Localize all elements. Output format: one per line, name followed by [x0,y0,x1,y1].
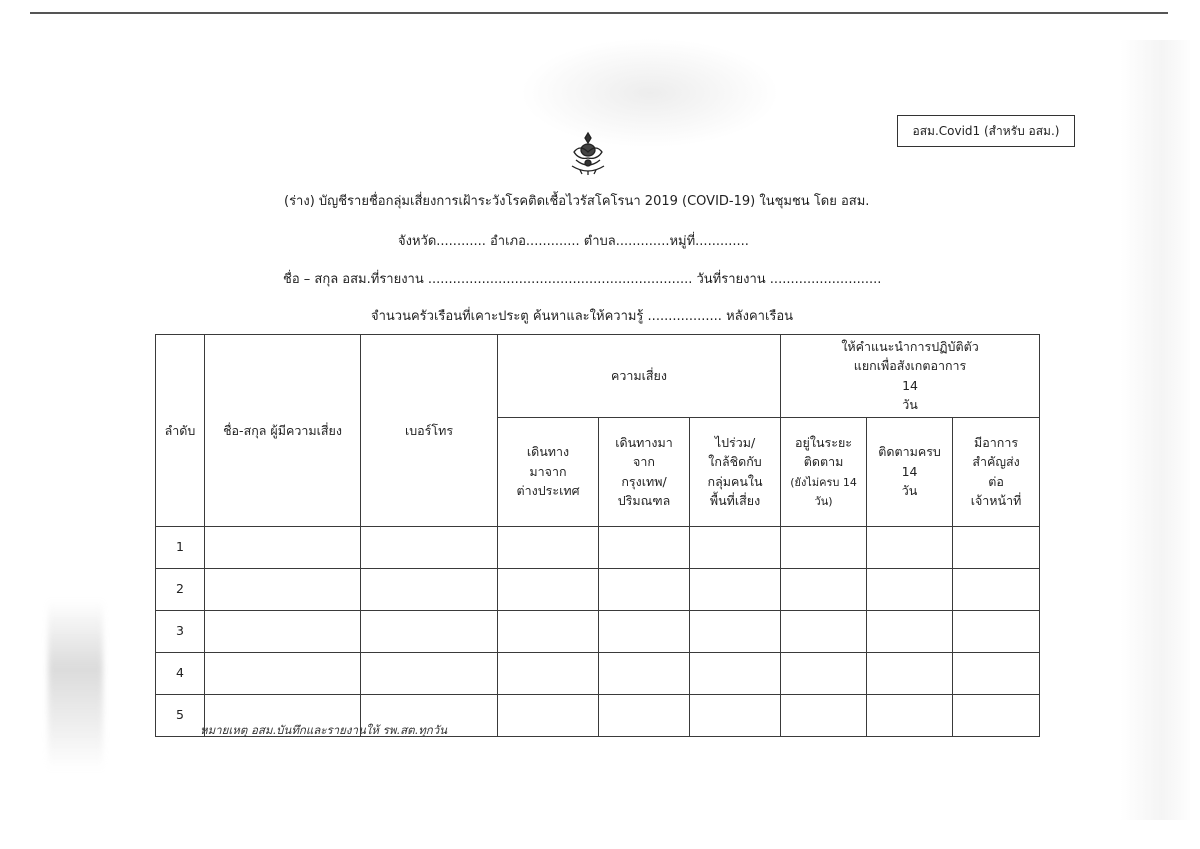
table-row [156,610,1040,652]
form-code-box: อสม.Covid1 (สำหรับ อสม.) [897,115,1075,147]
advice-cell[interactable] [953,526,1040,568]
risk-cell[interactable] [498,652,599,694]
name-cell[interactable] [205,526,361,568]
header-phone: เบอร์โทร [361,335,498,527]
advice-cell[interactable] [953,694,1040,736]
advice-cell[interactable] [867,526,953,568]
risk-cell[interactable] [690,568,781,610]
risk-cell[interactable] [498,526,599,568]
phone-cell[interactable] [361,526,498,568]
advice-cell[interactable] [867,568,953,610]
table-row [156,526,1040,568]
risk-cell[interactable] [498,568,599,610]
reporter-fields: ชื่อ – สกุล อสม.ที่รายงาน ................................................................ วันที่รายงาน ........................... [283,272,882,287]
header-advice-complete: ติดตามครบ 14 วัน [867,417,953,526]
risk-cell[interactable] [599,610,690,652]
phone-cell[interactable] [361,652,498,694]
row-number: 3 [156,610,205,652]
risk-cell[interactable] [690,694,781,736]
header-advice-monitoring [781,417,867,526]
advice-cell[interactable] [781,610,867,652]
advice-cell[interactable] [781,526,867,568]
name-cell[interactable] [205,610,361,652]
header-name: ชื่อ-สกุล ผู้มีความเสี่ยง [205,335,361,527]
risk-cell[interactable] [599,694,690,736]
row-number: 2 [156,568,205,610]
scan-artifact [48,600,103,770]
name-cell[interactable] [205,652,361,694]
header-risk-contact: ไปร่วม/ ใกล้ชิดกับ กลุ่มคนใน พื้นที่เสี่ยง [690,417,781,526]
header-advice-referral: มีอาการ สำคัญส่ง ต่อ เจ้าหน้าที่ [953,417,1040,526]
location-fields: จังหวัด............ อำเภอ............. ตำบล.............หมู่ที่............. [398,234,749,249]
advice-monitoring-label: อยู่ในระยะ ติดตาม [795,434,852,470]
header-risk-abroad: เดินทาง มาจาก ต่างประเทศ [498,417,599,526]
advice-cell[interactable] [781,652,867,694]
risk-cell[interactable] [690,652,781,694]
advice-cell[interactable] [867,610,953,652]
advice-cell[interactable] [781,694,867,736]
advice-cell[interactable] [953,610,1040,652]
table-row [156,652,1040,694]
document-title: (ร่าง) บัญชีรายชื่อกลุ่มเสี่ยงการเฝ้าระวังโรคติดเชื้อไวรัสโคโรนา 2019 (COVID-19) ในชุมชน โดย อสม. [284,194,870,209]
risk-cell[interactable] [599,568,690,610]
risk-group-table [155,334,1040,737]
row-number: 4 [156,652,205,694]
garuda-emblem-icon [566,130,610,176]
header-advice-group: ให้คำแนะนำการปฏิบัติตัว แยกเพื่อสังเกตอาการ 14 วัน [781,335,1040,418]
advice-cell[interactable] [867,652,953,694]
header-risk-group: ความเสี่ยง [498,335,781,418]
advice-cell[interactable] [781,568,867,610]
advice-monitoring-note: (ยังไม่ครบ 14 วัน) [790,475,857,508]
advice-cell[interactable] [953,568,1040,610]
name-cell[interactable] [205,568,361,610]
risk-cell[interactable] [690,526,781,568]
advice-cell[interactable] [953,652,1040,694]
risk-cell[interactable] [498,610,599,652]
scan-artifact [520,38,780,148]
table-row [156,568,1040,610]
top-border-line [30,12,1168,14]
risk-cell[interactable] [498,694,599,736]
row-number: 1 [156,526,205,568]
households-field: จำนวนครัวเรือนที่เคาะประตู ค้นหาและให้ความรู้ .................. หลังคาเรือน [371,309,794,324]
footnote: หมายเหตุ อสม.บันทึกและรายงานให้ รพ.สต.ทุกวัน [200,723,448,737]
phone-cell[interactable] [361,610,498,652]
header-risk-bangkok: เดินทางมา จาก กรุงเทพ/ ปริมณฑล [599,417,690,526]
header-no: ลำดับ [156,335,205,527]
row-number: 5 [156,694,205,736]
phone-cell[interactable] [361,568,498,610]
advice-cell[interactable] [867,694,953,736]
scan-artifact [1120,40,1190,820]
risk-cell[interactable] [690,610,781,652]
risk-cell[interactable] [599,526,690,568]
risk-cell[interactable] [599,652,690,694]
